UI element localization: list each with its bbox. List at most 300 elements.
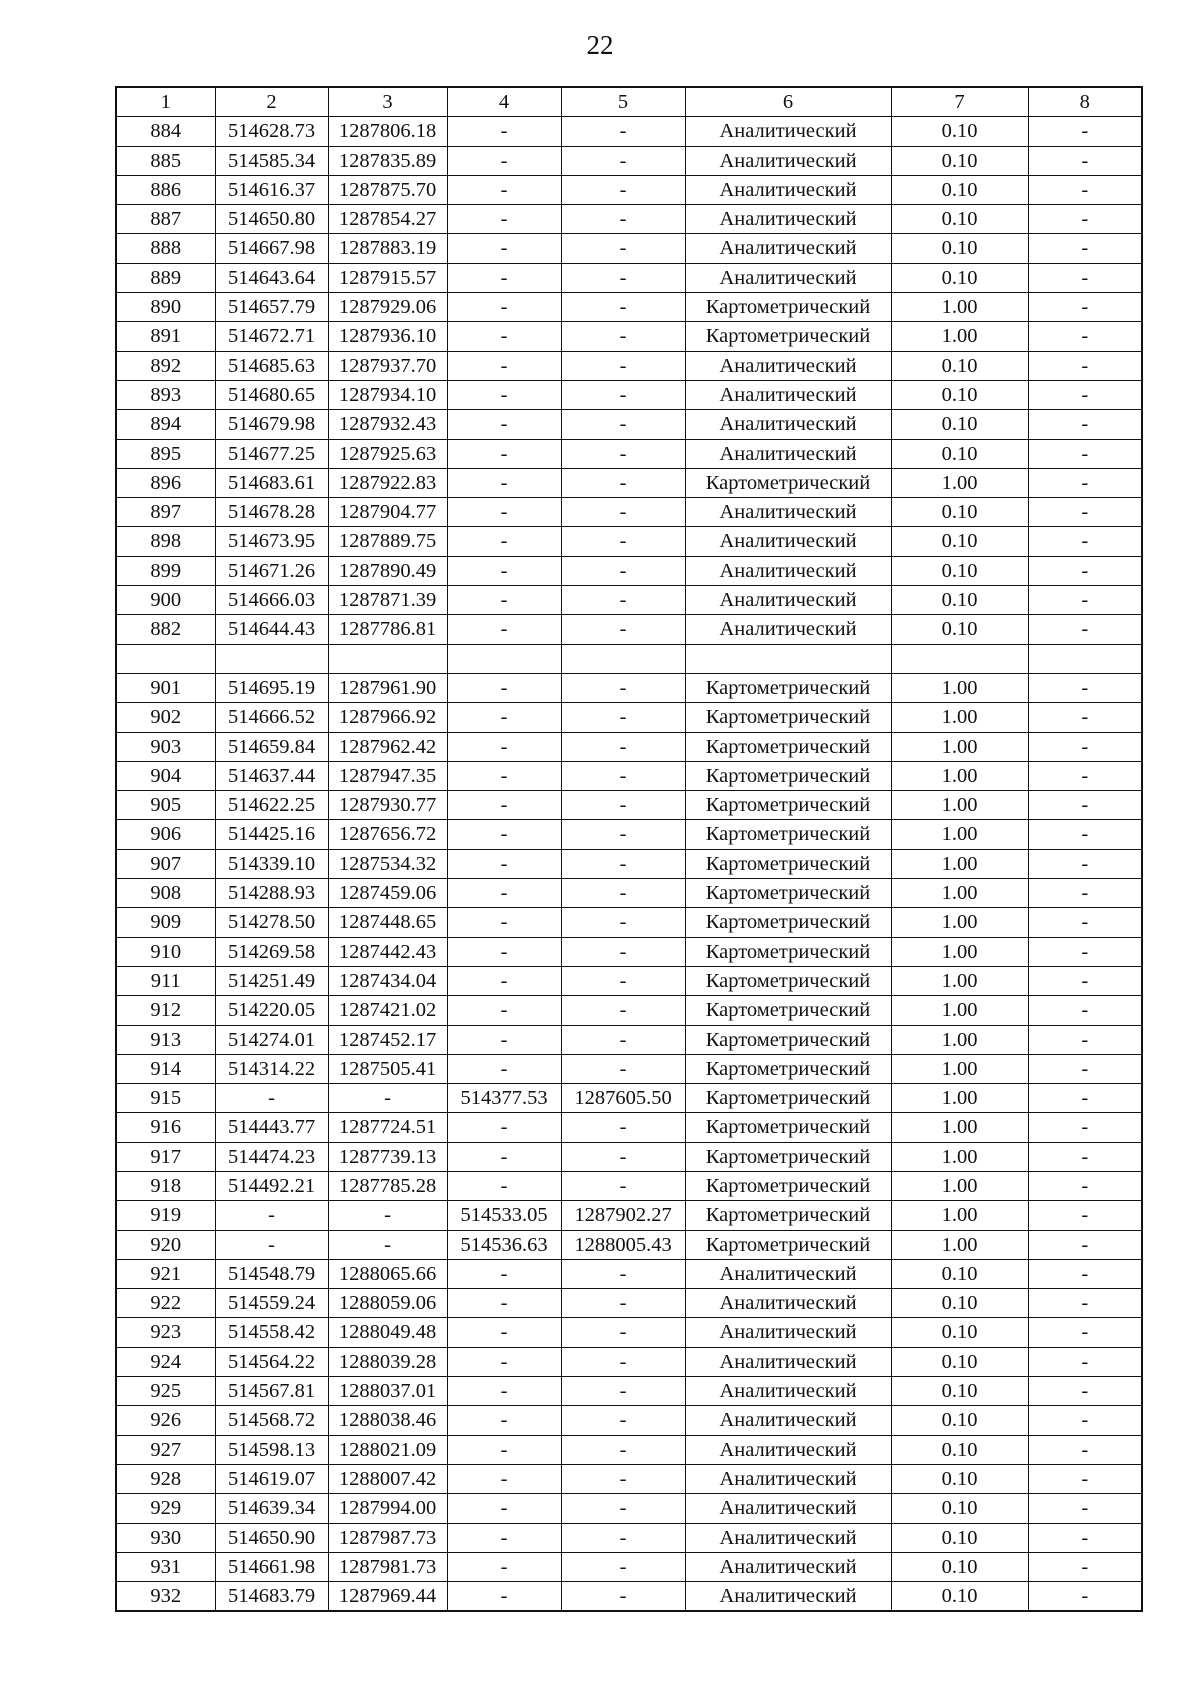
table-cell-col-8: -: [1028, 615, 1142, 644]
table-cell-col-6: Картометрический: [685, 1201, 891, 1230]
table-cell-col-5: -: [561, 234, 685, 263]
table-cell-col-4: -: [447, 175, 561, 204]
table-cell-col-2: 514564.22: [215, 1347, 328, 1376]
table-row: [116, 761, 1142, 790]
table-cell-col-7: 0.10: [891, 1377, 1028, 1406]
table-cell-col-4: -: [447, 996, 561, 1025]
table-cell-col-6: Картометрический: [685, 937, 891, 966]
table-cell-col-3: 1287452.17: [328, 1025, 447, 1054]
table-cell-col-5: -: [561, 146, 685, 175]
table-cell-col-5: -: [561, 1464, 685, 1493]
table-cell-col-2: 514567.81: [215, 1377, 328, 1406]
table-cell-col-3: 1287966.92: [328, 703, 447, 732]
table-cell-col-7: 1.00: [891, 937, 1028, 966]
coordinates-table: [115, 86, 1143, 1612]
table-cell-col-6: Картометрический: [685, 732, 891, 761]
table-cell-col-6: Картометрический: [685, 1025, 891, 1054]
table-cell-col-6: Картометрический: [685, 996, 891, 1025]
table-cell-col-2: 514666.52: [215, 703, 328, 732]
table-cell-col-1: 897: [116, 498, 215, 527]
table-cell-col-2: [215, 644, 328, 673]
table-cell-col-3: 1287915.57: [328, 263, 447, 292]
table-cell-col-1: 895: [116, 439, 215, 468]
table-cell-col-3: 1287934.10: [328, 380, 447, 409]
table-cell-col-3: -: [328, 1230, 447, 1259]
table-cell-col-8: -: [1028, 820, 1142, 849]
table-cell-col-7: 0.10: [891, 263, 1028, 292]
table-cell-col-8: [1028, 644, 1142, 673]
table-cell-col-7: 0.10: [891, 410, 1028, 439]
table-cell-col-6: Аналитический: [685, 1406, 891, 1435]
table-cell-col-7: 0.10: [891, 1523, 1028, 1552]
table-cell-col-5: -: [561, 879, 685, 908]
table-cell-col-4: -: [447, 1406, 561, 1435]
table-cell-col-4: -: [447, 1347, 561, 1376]
table-cell-col-3: 1288007.42: [328, 1464, 447, 1493]
table-cell-col-8: -: [1028, 1435, 1142, 1464]
table-cell-col-3: 1287987.73: [328, 1523, 447, 1552]
table-cell-col-8: -: [1028, 205, 1142, 234]
table-row: [116, 1259, 1142, 1288]
table-row: [116, 322, 1142, 351]
table-row: [116, 1084, 1142, 1113]
table-cell-col-2: 514558.42: [215, 1318, 328, 1347]
table-cell-col-5: -: [561, 1025, 685, 1054]
table-cell-col-2: 514643.64: [215, 263, 328, 292]
table-cell-col-3: 1288049.48: [328, 1318, 447, 1347]
table-cell-col-2: 514548.79: [215, 1259, 328, 1288]
table-cell-col-8: -: [1028, 322, 1142, 351]
table-cell-col-1: 892: [116, 351, 215, 380]
table-cell-col-8: -: [1028, 263, 1142, 292]
table-cell-col-2: -: [215, 1201, 328, 1230]
table-cell-col-4: -: [447, 322, 561, 351]
table-cell-col-8: -: [1028, 966, 1142, 995]
table-cell-col-3: 1287932.43: [328, 410, 447, 439]
table-cell-col-6: Аналитический: [685, 527, 891, 556]
table-cell-col-1: 905: [116, 791, 215, 820]
table-row: [116, 1113, 1142, 1142]
table-cell-col-6: Аналитический: [685, 1259, 891, 1288]
column-header-6: 6: [685, 87, 891, 117]
table-cell-col-2: 514683.79: [215, 1582, 328, 1612]
table-cell-col-7: 1.00: [891, 322, 1028, 351]
table-cell-col-8: -: [1028, 1084, 1142, 1113]
table-cell-col-6: Картометрический: [685, 761, 891, 790]
table-cell-col-5: -: [561, 1582, 685, 1612]
table-cell-col-4: -: [447, 380, 561, 409]
table-cell-col-6: Аналитический: [685, 1318, 891, 1347]
table-row: [116, 498, 1142, 527]
table-cell-col-4: -: [447, 234, 561, 263]
table-cell-col-2: 514339.10: [215, 849, 328, 878]
table-cell-col-1: 903: [116, 732, 215, 761]
table-cell-col-5: -: [561, 1171, 685, 1200]
table-row: [116, 966, 1142, 995]
table-cell-col-4: -: [447, 205, 561, 234]
table-cell-col-3: 1288037.01: [328, 1377, 447, 1406]
table-cell-col-6: Аналитический: [685, 205, 891, 234]
table-cell-col-6: Аналитический: [685, 1523, 891, 1552]
table-cell-col-1: 910: [116, 937, 215, 966]
table-cell-col-2: 514672.71: [215, 322, 328, 351]
table-cell-col-4: -: [447, 1464, 561, 1493]
table-cell-col-4: 514377.53: [447, 1084, 561, 1113]
table-cell-col-7: 0.10: [891, 439, 1028, 468]
table-row: [116, 1171, 1142, 1200]
table-cell-col-3: 1287936.10: [328, 322, 447, 351]
table-cell-col-5: -: [561, 175, 685, 204]
table-row: [116, 410, 1142, 439]
table-cell-col-5: -: [561, 293, 685, 322]
table-cell-col-5: -: [561, 117, 685, 146]
table-cell-col-7: 0.10: [891, 586, 1028, 615]
table-cell-col-7: 1.00: [891, 996, 1028, 1025]
table-cell-col-4: -: [447, 498, 561, 527]
table-cell-col-6: Аналитический: [685, 1494, 891, 1523]
page-number: 22: [586, 30, 614, 60]
table-cell-col-5: -: [561, 1435, 685, 1464]
table-cell-col-2: 514661.98: [215, 1552, 328, 1581]
table-cell-col-8: -: [1028, 1406, 1142, 1435]
table-cell-col-1: [116, 644, 215, 673]
table-cell-col-1: 932: [116, 1582, 215, 1612]
table-row: [116, 1552, 1142, 1581]
table-cell-col-2: -: [215, 1230, 328, 1259]
table-cell-col-2: 514251.49: [215, 966, 328, 995]
table-row: [116, 791, 1142, 820]
table-cell-col-8: -: [1028, 1025, 1142, 1054]
table-cell-col-6: Картометрический: [685, 1230, 891, 1259]
table-cell-col-1: 906: [116, 820, 215, 849]
table-cell-col-7: 0.10: [891, 498, 1028, 527]
table-row: [116, 351, 1142, 380]
table-cell-col-7: 0.10: [891, 556, 1028, 585]
table-cell-col-2: 514677.25: [215, 439, 328, 468]
table-cell-col-2: 514667.98: [215, 234, 328, 263]
table-cell-col-3: 1287835.89: [328, 146, 447, 175]
table-cell-col-6: Картометрический: [685, 791, 891, 820]
table-cell-col-2: 514628.73: [215, 117, 328, 146]
table-cell-col-7: 1.00: [891, 468, 1028, 497]
table-cell-col-3: 1287875.70: [328, 175, 447, 204]
table-cell-col-2: 514274.01: [215, 1025, 328, 1054]
table-cell-col-4: -: [447, 439, 561, 468]
table-cell-col-2: 514657.79: [215, 293, 328, 322]
table-cell-col-4: -: [447, 849, 561, 878]
table-body: [116, 117, 1142, 1612]
table-cell-col-8: -: [1028, 586, 1142, 615]
table-cell-col-3: 1288059.06: [328, 1289, 447, 1318]
table-cell-col-4: -: [447, 1494, 561, 1523]
table-row: [116, 527, 1142, 556]
table-cell-col-8: -: [1028, 996, 1142, 1025]
table-cell-col-1: 890: [116, 293, 215, 322]
table-cell-col-6: Картометрический: [685, 1084, 891, 1113]
table-row: [116, 293, 1142, 322]
table-cell-col-1: 902: [116, 703, 215, 732]
table-cell-col-5: -: [561, 351, 685, 380]
table-cell-col-8: -: [1028, 439, 1142, 468]
table-cell-col-5: -: [561, 380, 685, 409]
table-cell-col-6: Аналитический: [685, 1464, 891, 1493]
table-cell-col-3: 1287922.83: [328, 468, 447, 497]
table-cell-col-2: 514683.61: [215, 468, 328, 497]
table-cell-col-1: 919: [116, 1201, 215, 1230]
table-cell-col-3: -: [328, 1084, 447, 1113]
table-cell-col-8: -: [1028, 1054, 1142, 1083]
table-cell-col-2: 514650.90: [215, 1523, 328, 1552]
table-cell-col-7: 1.00: [891, 908, 1028, 937]
table-cell-col-7: 0.10: [891, 1259, 1028, 1288]
table-cell-col-4: -: [447, 791, 561, 820]
table-cell-col-5: -: [561, 1054, 685, 1083]
table-cell-col-8: -: [1028, 732, 1142, 761]
table-cell-col-5: -: [561, 205, 685, 234]
table-cell-col-7: 1.00: [891, 1084, 1028, 1113]
table-cell-col-5: -: [561, 673, 685, 702]
table-cell-col-2: 514619.07: [215, 1464, 328, 1493]
table-cell-col-8: -: [1028, 879, 1142, 908]
table-row: [116, 1054, 1142, 1083]
table-cell-col-7: 0.10: [891, 1464, 1028, 1493]
table-cell-col-8: -: [1028, 1230, 1142, 1259]
table-cell-col-7: 1.00: [891, 1201, 1028, 1230]
table-cell-col-7: 0.10: [891, 1582, 1028, 1612]
table-cell-col-1: 899: [116, 556, 215, 585]
table-cell-col-3: 1287442.43: [328, 937, 447, 966]
table-header-row: [116, 87, 1142, 117]
table-row: [116, 1523, 1142, 1552]
table-cell-col-3: [328, 644, 447, 673]
table-cell-col-1: 930: [116, 1523, 215, 1552]
table-row: [116, 1464, 1142, 1493]
table-cell-col-5: -: [561, 263, 685, 292]
table-cell-col-5: -: [561, 615, 685, 644]
table-cell-col-5: -: [561, 1523, 685, 1552]
table-cell-col-1: 904: [116, 761, 215, 790]
table-cell-col-2: 514474.23: [215, 1142, 328, 1171]
table-cell-col-2: 514685.63: [215, 351, 328, 380]
column-header-5: 5: [561, 87, 685, 117]
table-cell-col-6: Картометрический: [685, 1113, 891, 1142]
table-row: [116, 380, 1142, 409]
table-cell-col-6: Аналитический: [685, 615, 891, 644]
table-cell-col-2: 514678.28: [215, 498, 328, 527]
table-cell-col-1: 928: [116, 1464, 215, 1493]
column-header-8: 8: [1028, 87, 1142, 117]
table-cell-col-3: 1287459.06: [328, 879, 447, 908]
table-row: [116, 175, 1142, 204]
table-row: [116, 205, 1142, 234]
table-cell-col-3: 1287421.02: [328, 996, 447, 1025]
table-cell-col-6: Картометрический: [685, 1054, 891, 1083]
table-cell-col-4: -: [447, 966, 561, 995]
table-row: [116, 732, 1142, 761]
table-cell-col-8: -: [1028, 1582, 1142, 1612]
table-cell-col-4: -: [447, 1171, 561, 1200]
table-cell-col-1: 917: [116, 1142, 215, 1171]
table-cell-col-1: 929: [116, 1494, 215, 1523]
table-row: [116, 556, 1142, 585]
table-cell-col-5: -: [561, 966, 685, 995]
table-cell-col-7: 0.10: [891, 1435, 1028, 1464]
table-cell-col-1: 886: [116, 175, 215, 204]
table-cell-col-5: -: [561, 849, 685, 878]
table-cell-col-1: 891: [116, 322, 215, 351]
table-cell-col-2: 514616.37: [215, 175, 328, 204]
table-cell-col-1: 882: [116, 615, 215, 644]
table-cell-col-1: 907: [116, 849, 215, 878]
table-cell-col-2: 514622.25: [215, 791, 328, 820]
table-cell-col-6: Картометрический: [685, 1171, 891, 1200]
table-cell-col-4: -: [447, 351, 561, 380]
table-cell-col-1: 922: [116, 1289, 215, 1318]
table-cell-col-5: -: [561, 996, 685, 1025]
table-cell-col-2: 514680.65: [215, 380, 328, 409]
table-cell-col-1: 896: [116, 468, 215, 497]
table-cell-col-3: 1287724.51: [328, 1113, 447, 1142]
table-cell-col-2: -: [215, 1084, 328, 1113]
table-cell-col-1: 912: [116, 996, 215, 1025]
table-cell-col-6: Аналитический: [685, 263, 891, 292]
table-cell-col-7: 0.10: [891, 234, 1028, 263]
table-cell-col-1: 921: [116, 1259, 215, 1288]
table-cell-col-8: -: [1028, 849, 1142, 878]
table-cell-col-4: -: [447, 1552, 561, 1581]
table-cell-col-5: -: [561, 908, 685, 937]
table-row: [116, 644, 1142, 673]
table-cell-col-7: 0.10: [891, 1347, 1028, 1376]
table-cell-col-2: 514559.24: [215, 1289, 328, 1318]
table-cell-col-7: 0.10: [891, 351, 1028, 380]
table-row: [116, 263, 1142, 292]
table-cell-col-3: 1287937.70: [328, 351, 447, 380]
table-cell-col-8: -: [1028, 380, 1142, 409]
table-row: [116, 908, 1142, 937]
table-cell-col-8: -: [1028, 498, 1142, 527]
table-cell-col-7: 1.00: [891, 1142, 1028, 1171]
table-cell-col-1: 926: [116, 1406, 215, 1435]
table-cell-col-3: 1287962.42: [328, 732, 447, 761]
table-cell-col-5: -: [561, 1377, 685, 1406]
table-cell-col-3: 1287930.77: [328, 791, 447, 820]
table-cell-col-4: -: [447, 615, 561, 644]
table-cell-col-8: -: [1028, 1289, 1142, 1318]
table-cell-col-8: -: [1028, 1171, 1142, 1200]
table-cell-col-5: -: [561, 791, 685, 820]
table-cell-col-2: 514598.13: [215, 1435, 328, 1464]
table-cell-col-6: Аналитический: [685, 410, 891, 439]
table-cell-col-1: 885: [116, 146, 215, 175]
table-cell-col-6: Аналитический: [685, 1552, 891, 1581]
table-cell-col-4: -: [447, 1054, 561, 1083]
table-row: [116, 1406, 1142, 1435]
table-cell-col-4: -: [447, 732, 561, 761]
table-cell-col-3: 1287904.77: [328, 498, 447, 527]
table-cell-col-3: 1288039.28: [328, 1347, 447, 1376]
table-cell-col-6: Аналитический: [685, 1377, 891, 1406]
table-cell-col-5: -: [561, 1347, 685, 1376]
table-cell-col-8: -: [1028, 1318, 1142, 1347]
table-cell-col-8: -: [1028, 1464, 1142, 1493]
table-cell-col-6: Аналитический: [685, 175, 891, 204]
table-cell-col-4: -: [447, 1318, 561, 1347]
table-cell-col-5: -: [561, 1113, 685, 1142]
table-cell-col-4: -: [447, 117, 561, 146]
table-cell-col-5: -: [561, 322, 685, 351]
table-cell-col-4: -: [447, 908, 561, 937]
table-row: [116, 703, 1142, 732]
table-cell-col-5: [561, 644, 685, 673]
table-cell-col-5: -: [561, 410, 685, 439]
table-cell-col-1: 887: [116, 205, 215, 234]
table-cell-col-7: 1.00: [891, 791, 1028, 820]
table-row: [116, 468, 1142, 497]
table-cell-col-2: 514639.34: [215, 1494, 328, 1523]
table-row: [116, 1230, 1142, 1259]
table-cell-col-5: -: [561, 468, 685, 497]
table-cell-col-7: 1.00: [891, 820, 1028, 849]
table-row: [116, 879, 1142, 908]
table-cell-col-3: -: [328, 1201, 447, 1230]
table-cell-col-3: 1287871.39: [328, 586, 447, 615]
table-row: [116, 820, 1142, 849]
table-row: [116, 146, 1142, 175]
table-cell-col-1: 916: [116, 1113, 215, 1142]
table-cell-col-8: -: [1028, 1259, 1142, 1288]
table-cell-col-4: -: [447, 1435, 561, 1464]
table-cell-col-3: 1287806.18: [328, 117, 447, 146]
table-cell-col-3: 1287883.19: [328, 234, 447, 263]
table-cell-col-3: 1287534.32: [328, 849, 447, 878]
table-cell-col-7: 1.00: [891, 673, 1028, 702]
table-cell-col-6: Аналитический: [685, 439, 891, 468]
table-cell-col-8: -: [1028, 908, 1142, 937]
table-cell-col-8: -: [1028, 468, 1142, 497]
table-cell-col-3: 1288065.66: [328, 1259, 447, 1288]
table-cell-col-1: 893: [116, 380, 215, 409]
table-cell-col-6: Аналитический: [685, 1582, 891, 1612]
column-header-2: 2: [215, 87, 328, 117]
table-row: [116, 1318, 1142, 1347]
table-cell-col-1: 889: [116, 263, 215, 292]
table-cell-col-4: -: [447, 1113, 561, 1142]
table-cell-col-2: 514695.19: [215, 673, 328, 702]
table-cell-col-1: 918: [116, 1171, 215, 1200]
table-cell-col-5: -: [561, 1289, 685, 1318]
table-cell-col-7: 1.00: [891, 732, 1028, 761]
table-cell-col-3: 1287969.44: [328, 1582, 447, 1612]
table-cell-col-7: 1.00: [891, 966, 1028, 995]
table-cell-col-6: Картометрический: [685, 468, 891, 497]
table-cell-col-8: -: [1028, 410, 1142, 439]
table-cell-col-1: 898: [116, 527, 215, 556]
table-cell-col-5: -: [561, 761, 685, 790]
table-cell-col-1: 888: [116, 234, 215, 263]
table-cell-col-2: 514443.77: [215, 1113, 328, 1142]
table-row: [116, 615, 1142, 644]
table-cell-col-8: -: [1028, 1142, 1142, 1171]
table-cell-col-3: 1287947.35: [328, 761, 447, 790]
table-cell-col-8: -: [1028, 1201, 1142, 1230]
column-header-4: 4: [447, 87, 561, 117]
table-row: [116, 849, 1142, 878]
table-cell-col-8: -: [1028, 791, 1142, 820]
table-row: [116, 1347, 1142, 1376]
table-cell-col-5: 1288005.43: [561, 1230, 685, 1259]
table-row: [116, 1142, 1142, 1171]
